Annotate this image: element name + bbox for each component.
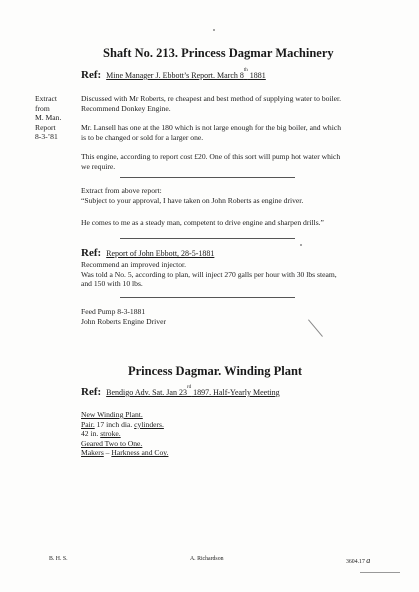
divider	[120, 177, 295, 178]
injector-paragraph: Recommend an improved injector. Was told a No. 5, according to plan, will inject 270 galls per hour with 30 lbs steam, and 150 with 10 lbs.	[81, 260, 337, 289]
list-item: Makers – Harkness and Coy.	[81, 448, 169, 458]
paragraph-donkey-engine: Discussed with Mr Roberts, re cheapest and best method of supplying water to boiler. Recommend Donkey Engine.	[81, 94, 342, 113]
ref-text: Bendigo Adv. Sat. Jan 23rd 1897. Half-Yearly Meeting	[106, 385, 280, 397]
footer-center: A. Richardson	[190, 556, 224, 562]
ref-label: Ref:	[81, 247, 102, 259]
extract-quote-continued: He comes to me as a steady man, competent to drive engine and sharpen drills.”	[81, 218, 324, 227]
paragraph-lansell: Mr. Lansell has one at the 180 which is not large enough for the big boiler, and which is to be changed or sold for a larger one.	[81, 123, 342, 142]
footer-right: 3604.17 a	[346, 556, 371, 565]
ref-label: Ref:	[81, 386, 102, 398]
footer-left: B. H. S.	[49, 556, 68, 562]
margin-note: Extract from M. Man. Report 8-3-’81	[35, 94, 62, 142]
paragraph-engine-cost: This engine, according to report cost £20. One of this sort will pump hot water which we require.	[81, 152, 341, 171]
scan-mark	[213, 29, 215, 31]
list-item: Geared Two to One.	[81, 438, 143, 448]
scan-mark	[308, 319, 323, 336]
ref-text: Report of John Ebbott, 28-5-1881	[106, 249, 215, 258]
ref-line-ebbott-1881	[81, 247, 214, 259]
winding-plant-list	[81, 410, 168, 458]
scan-mark	[300, 244, 302, 246]
list-item: New Winding Plant.	[81, 410, 143, 419]
list-item: Pair. 17 inch dia. cylinders.	[81, 419, 164, 429]
list-item: 42 in. stroke.	[81, 429, 121, 439]
handwritten-mark: a	[366, 556, 371, 565]
ref-label: Ref:	[81, 69, 102, 81]
footer-underline	[360, 572, 400, 573]
ref-text: Mine Manager J. Ebbott’s Report. March 8th 1881	[106, 68, 266, 80]
section-title-machinery: Shaft No. 213. Princess Dagmar Machinery	[103, 46, 334, 60]
divider	[120, 297, 295, 298]
ref-line-ebbott-report	[81, 69, 266, 81]
section-title-winding-plant: Princess Dagmar. Winding Plant	[128, 364, 303, 378]
ref-line-bendigo-adv	[81, 386, 280, 398]
extract-block: Extract from above report: “Subject to your approval, I have taken on John Roberts as engine driver.	[81, 186, 304, 205]
feed-pump-note: Feed Pump 8-3-1881 John Roberts Engine Driver	[81, 307, 166, 326]
divider	[120, 238, 295, 239]
